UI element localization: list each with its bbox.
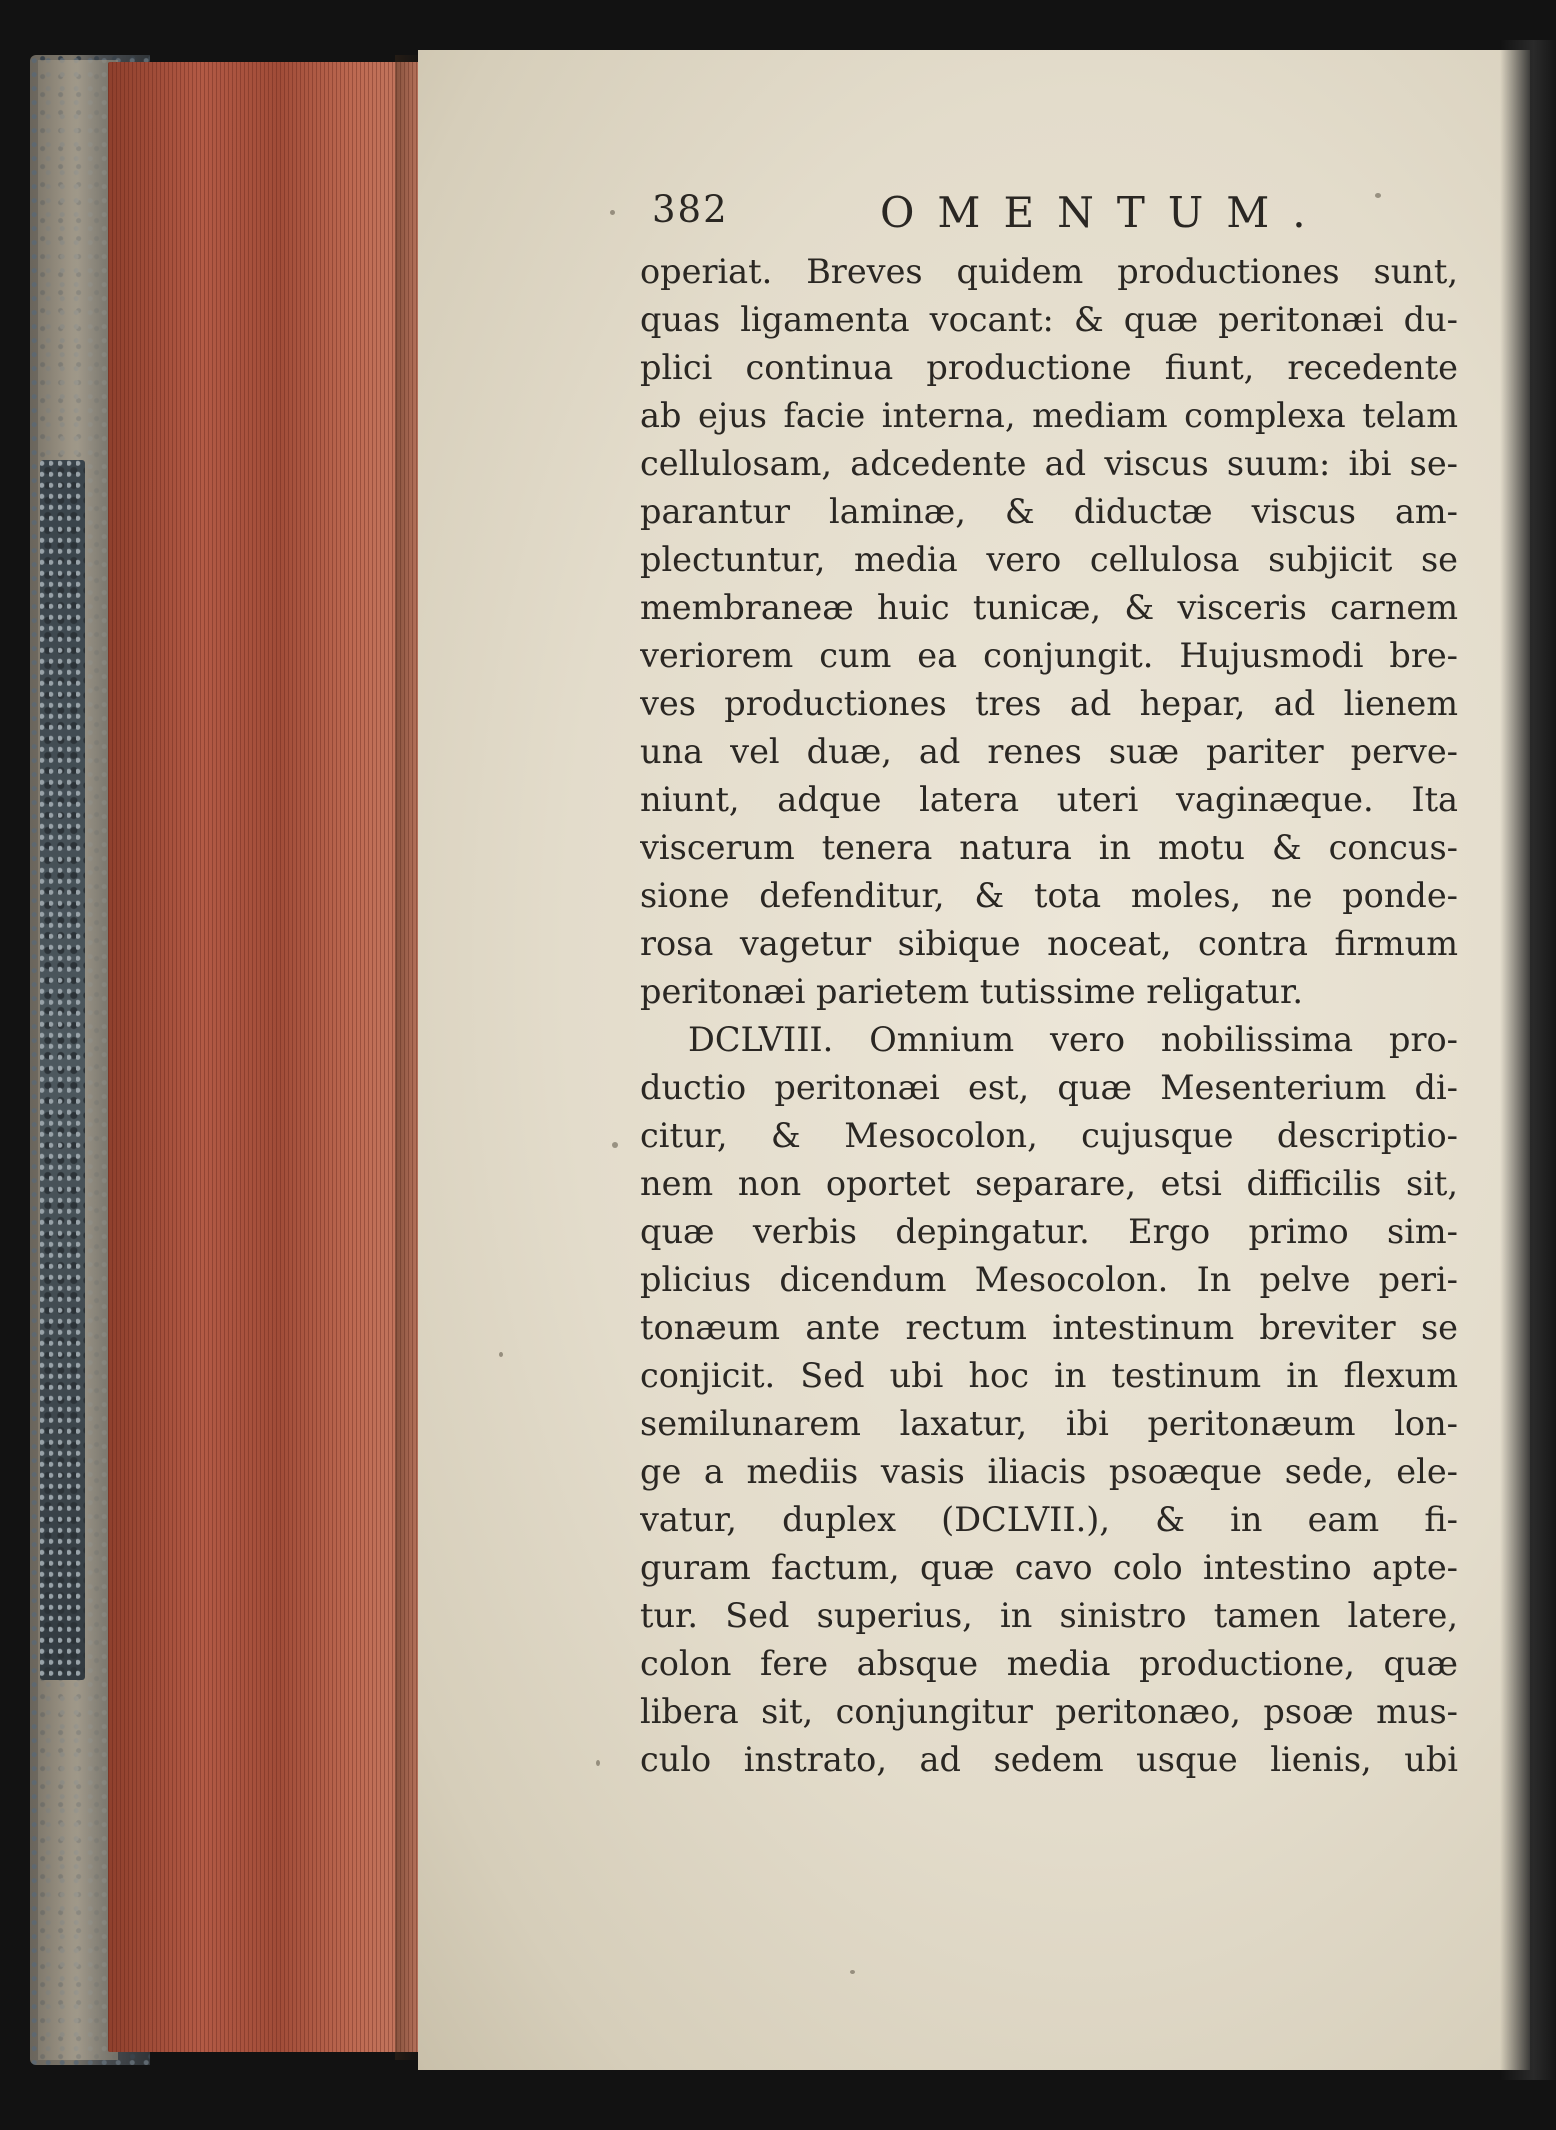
text-line: ves productiones tres ad hepar, ad lienem <box>640 684 1458 723</box>
text-line: ab ejus facie interna, mediam complexa telam <box>640 396 1458 435</box>
text-line: colon fere absque media productione, quæ <box>640 1644 1458 1683</box>
page-edges <box>108 62 418 2052</box>
marbled-paper <box>40 460 85 1680</box>
text-line: plici continua productione fiunt, recedente <box>640 348 1458 387</box>
text-line: quas ligamenta vocant: & quæ peritonæi du- <box>640 300 1458 339</box>
text-line: vatur, duplex (DCLVII.), & in eam fi- <box>640 1500 1458 1539</box>
text-line: citur, & Mesocolon, cujusque descriptio- <box>640 1116 1458 1155</box>
text-line: semilunarem laxatur, ibi peritonæum lon- <box>640 1404 1458 1443</box>
text-line: niunt, adque latera uteri vaginæque. Ita <box>640 780 1458 819</box>
text-line: DCLVIII. Omnium vero nobilissima pro- <box>688 1020 1458 1059</box>
text-line: viscerum tenera natura in motu & concus- <box>640 828 1458 867</box>
text-line: conjicit. Sed ubi hoc in testinum in flexum <box>640 1356 1458 1395</box>
text-line: ductio peritonæi est, quæ Mesenterium di- <box>640 1068 1458 1107</box>
foxing-spot <box>850 1970 855 1974</box>
running-title: OMENTUM. <box>880 188 1329 237</box>
text-line: nem non oportet separare, etsi difficilis sit, <box>640 1164 1458 1203</box>
text-line: guram factum, quæ cavo colo intestino apte- <box>640 1548 1458 1587</box>
text-line: una vel duæ, ad renes suæ pariter perve- <box>640 732 1458 771</box>
foxing-spot <box>596 1760 600 1766</box>
running-head <box>640 188 1460 244</box>
text-line: cellulosam, adcedente ad viscus suum: ibi se- <box>640 444 1458 483</box>
text-line: tonæum ante rectum intestinum breviter se <box>640 1308 1458 1347</box>
text-line: sione defenditur, & tota moles, ne ponde- <box>640 876 1458 915</box>
text-line: rosa vagetur sibique noceat, contra firmum <box>640 924 1458 963</box>
text-line: plectuntur, media vero cellulosa subjicit se <box>640 540 1458 579</box>
text-line: libera sit, conjungitur peritonæo, psoæ mus- <box>640 1692 1458 1731</box>
page-text <box>640 188 1460 1784</box>
foxing-spot <box>612 1142 618 1148</box>
text-line: membraneæ huic tunicæ, & visceris carnem <box>640 588 1458 627</box>
page-number: 382 <box>652 188 729 231</box>
text-line: operiat. Breves quidem productiones sunt, <box>640 252 1458 291</box>
text-line: parantur laminæ, & diductæ viscus am- <box>640 492 1458 531</box>
text-line: plicius dicendum Mesocolon. In pelve peri- <box>640 1260 1458 1299</box>
foxing-spot <box>499 1352 503 1357</box>
text-line: culo instrato, ad sedem usque lienis, ubi <box>640 1740 1458 1779</box>
paragraph-continuation <box>640 248 1460 1016</box>
text-line: ge a mediis vasis iliacis psoæque sede, ele- <box>640 1452 1458 1491</box>
text-line: veriorem cum ea conjungit. Hujusmodi bre- <box>640 636 1458 675</box>
text-line: tur. Sed superius, in sinistro tamen latere, <box>640 1596 1458 1635</box>
text-line: peritonæi parietem tutissime religatur. <box>640 972 1303 1011</box>
right-shadow <box>1500 40 1556 2080</box>
paragraph-dclviii <box>640 1016 1460 1784</box>
text-line: quæ verbis depingatur. Ergo primo sim- <box>640 1212 1458 1251</box>
foxing-spot <box>610 210 615 215</box>
